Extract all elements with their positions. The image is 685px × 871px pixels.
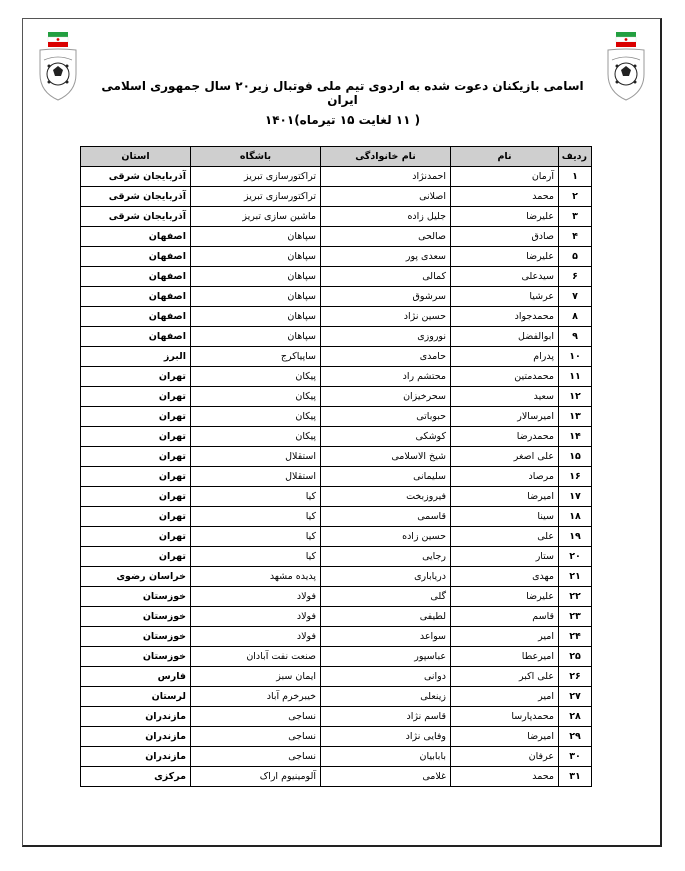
cell-club: ساپیاکرج [191, 347, 321, 367]
cell-first-name: محمدپارسا [451, 707, 559, 727]
cell-club: ایمان سبز [191, 667, 321, 687]
table-row [81, 607, 592, 627]
cell-first-name: سینا [451, 507, 559, 527]
cell-province: تهران [81, 407, 191, 427]
cell-club: فولاد [191, 587, 321, 607]
cell-idx: ۲۰ [559, 547, 592, 567]
cell-first-name: علیرضا [451, 207, 559, 227]
cell-last-name: لطیفی [321, 607, 451, 627]
cell-first-name: آرمان [451, 167, 559, 187]
cell-first-name: علیرضا [451, 247, 559, 267]
cell-first-name: امیرعطا [451, 647, 559, 667]
table-row [81, 187, 592, 207]
cell-province: آذربایجان شرقی [81, 187, 191, 207]
cell-idx: ۲ [559, 187, 592, 207]
cell-club: تراکتورسازی تبریز [191, 167, 321, 187]
cell-last-name: جلیل زاده [321, 207, 451, 227]
cell-club: ماشین سازی تبریز [191, 207, 321, 227]
cell-province: خوزستان [81, 627, 191, 647]
cell-last-name: محتشم راد [321, 367, 451, 387]
cell-first-name: امیرضا [451, 487, 559, 507]
cell-idx: ۲۸ [559, 707, 592, 727]
cell-province: اصفهان [81, 307, 191, 327]
cell-first-name: علی اصغر [451, 447, 559, 467]
cell-last-name: شیخ الاسلامی [321, 447, 451, 467]
cell-idx: ۹ [559, 327, 592, 347]
cell-province: اصفهان [81, 267, 191, 287]
table-row [81, 347, 592, 367]
col-header-last-name: نام خانوادگی [321, 147, 451, 167]
cell-last-name: احمدنژاد [321, 167, 451, 187]
cell-province: آذربایجان شرقی [81, 167, 191, 187]
cell-province: تهران [81, 487, 191, 507]
cell-idx: ۱۷ [559, 487, 592, 507]
cell-idx: ۲۱ [559, 567, 592, 587]
col-header-idx: ردیف [559, 147, 592, 167]
cell-club: فولاد [191, 627, 321, 647]
col-header-club: باشگاه [191, 147, 321, 167]
cell-first-name: محمد [451, 187, 559, 207]
cell-last-name: کمالی [321, 267, 451, 287]
table-row [81, 527, 592, 547]
table-row [81, 687, 592, 707]
table-row [81, 167, 592, 187]
table-row [81, 387, 592, 407]
cell-province: مرکزی [81, 767, 191, 787]
col-header-province: استان [81, 147, 191, 167]
table-row [81, 427, 592, 447]
cell-province: تهران [81, 547, 191, 567]
cell-last-name: اصلانی [321, 187, 451, 207]
cell-club: کیا [191, 487, 321, 507]
cell-first-name: سیدعلی [451, 267, 559, 287]
cell-idx: ۲۷ [559, 687, 592, 707]
table-row [81, 207, 592, 227]
cell-first-name: علیرضا [451, 587, 559, 607]
cell-idx: ۴ [559, 227, 592, 247]
cell-idx: ۵ [559, 247, 592, 267]
cell-club: استقلال [191, 447, 321, 467]
federation-logo-left [36, 30, 80, 102]
cell-club: نساجی [191, 747, 321, 767]
cell-province: تهران [81, 427, 191, 447]
cell-last-name: بابابیان [321, 747, 451, 767]
cell-province: مازندران [81, 727, 191, 747]
cell-first-name: پدرام [451, 347, 559, 367]
roster-table [80, 146, 592, 787]
cell-idx: ۲۳ [559, 607, 592, 627]
cell-idx: ۱۱ [559, 367, 592, 387]
cell-idx: ۲۶ [559, 667, 592, 687]
cell-idx: ۲۲ [559, 587, 592, 607]
cell-club: سپاهان [191, 267, 321, 287]
table-row [81, 287, 592, 307]
table-row [81, 767, 592, 787]
cell-province: اصفهان [81, 287, 191, 307]
cell-last-name: سحرخیزان [321, 387, 451, 407]
cell-last-name: قاسم نژاد [321, 707, 451, 727]
cell-last-name: دریاباری [321, 567, 451, 587]
cell-club: نساجی [191, 727, 321, 747]
cell-province: خوزستان [81, 607, 191, 627]
cell-club: کیا [191, 507, 321, 527]
cell-first-name: محمدرضا [451, 427, 559, 447]
cell-last-name: دوانی [321, 667, 451, 687]
cell-idx: ۳۱ [559, 767, 592, 787]
cell-last-name: سواعد [321, 627, 451, 647]
cell-last-name: وفایی نژاد [321, 727, 451, 747]
table-row [81, 267, 592, 287]
cell-club: پیکان [191, 387, 321, 407]
col-header-first-name: نام [451, 147, 559, 167]
cell-club: پیکان [191, 427, 321, 447]
cell-club: پیکان [191, 367, 321, 387]
cell-first-name: صادق [451, 227, 559, 247]
cell-province: فارس [81, 667, 191, 687]
table-row [81, 407, 592, 427]
document-title: اسامی بازیکنان دعوت شده به اردوی تیم ملی فوتبال زیر۲۰ سال جمهوری اسلامی ایران [101, 79, 584, 107]
cell-first-name: محمدمتین [451, 367, 559, 387]
cell-province: آذربایجان شرقی [81, 207, 191, 227]
table-row [81, 467, 592, 487]
cell-idx: ۱۹ [559, 527, 592, 547]
cell-club: سپاهان [191, 327, 321, 347]
cell-last-name: سرشوق [321, 287, 451, 307]
cell-province: تهران [81, 507, 191, 527]
cell-club: تراکتورسازی تبریز [191, 187, 321, 207]
cell-last-name: قاسمی [321, 507, 451, 527]
cell-club: خیبرخرم آباد [191, 687, 321, 707]
cell-idx: ۲۴ [559, 627, 592, 647]
table-row [81, 247, 592, 267]
cell-province: تهران [81, 527, 191, 547]
cell-first-name: امیر [451, 627, 559, 647]
table-row [81, 367, 592, 387]
table-row [81, 727, 592, 747]
cell-idx: ۱۸ [559, 507, 592, 527]
cell-first-name: علی [451, 527, 559, 547]
cell-club: سپاهان [191, 287, 321, 307]
table-row [81, 667, 592, 687]
table-row [81, 227, 592, 247]
cell-idx: ۲۹ [559, 727, 592, 747]
table-row [81, 447, 592, 467]
cell-province: تهران [81, 447, 191, 467]
cell-idx: ۱۲ [559, 387, 592, 407]
cell-last-name: فیروزبخت [321, 487, 451, 507]
table-row [81, 627, 592, 647]
cell-last-name: رجایی [321, 547, 451, 567]
cell-province: مازندران [81, 707, 191, 727]
cell-club: نساجی [191, 707, 321, 727]
cell-last-name: زینعلی [321, 687, 451, 707]
cell-first-name: محمدجواد [451, 307, 559, 327]
cell-last-name: گلی [321, 587, 451, 607]
cell-club: فولاد [191, 607, 321, 627]
cell-club: سپاهان [191, 227, 321, 247]
cell-idx: ۱۳ [559, 407, 592, 427]
cell-last-name: غلامی [321, 767, 451, 787]
cell-first-name: قاسم [451, 607, 559, 627]
table-row [81, 567, 592, 587]
cell-club: پیکان [191, 407, 321, 427]
cell-first-name: علی اکبر [451, 667, 559, 687]
cell-idx: ۶ [559, 267, 592, 287]
cell-idx: ۷ [559, 287, 592, 307]
cell-last-name: عباسپور [321, 647, 451, 667]
cell-idx: ۱۵ [559, 447, 592, 467]
cell-first-name: امیرضا [451, 727, 559, 747]
table-row [81, 587, 592, 607]
cell-last-name: صالحی [321, 227, 451, 247]
table-row [81, 747, 592, 767]
cell-first-name: امیر [451, 687, 559, 707]
cell-club: پدیده مشهد [191, 567, 321, 587]
cell-province: اصفهان [81, 227, 191, 247]
cell-last-name: حسین زاده [321, 527, 451, 547]
table-header-row [81, 147, 592, 167]
cell-province: لرستان [81, 687, 191, 707]
cell-club: سپاهان [191, 307, 321, 327]
cell-first-name: عرفان [451, 747, 559, 767]
cell-province: مازندران [81, 747, 191, 767]
cell-first-name: محمد [451, 767, 559, 787]
cell-club: صنعت نفت آبادان [191, 647, 321, 667]
cell-club: کیا [191, 527, 321, 547]
cell-first-name: امیرسالار [451, 407, 559, 427]
document-subtitle: ( ۱۱ لغایت ۱۵ تیرماه)۱۴۰۱ [264, 113, 421, 127]
cell-first-name: ستار [451, 547, 559, 567]
cell-province: اصفهان [81, 327, 191, 347]
cell-last-name: حامدی [321, 347, 451, 367]
cell-first-name: سعید [451, 387, 559, 407]
cell-province: خوزستان [81, 647, 191, 667]
cell-first-name: ابوالفضل [451, 327, 559, 347]
table-row [81, 707, 592, 727]
cell-first-name: عرشیا [451, 287, 559, 307]
cell-club: استقلال [191, 467, 321, 487]
cell-province: اصفهان [81, 247, 191, 267]
table-row [81, 307, 592, 327]
cell-province: البرز [81, 347, 191, 367]
cell-last-name: سلیمانی [321, 467, 451, 487]
cell-club: کیا [191, 547, 321, 567]
cell-last-name: سعدی پور [321, 247, 451, 267]
cell-idx: ۱۶ [559, 467, 592, 487]
cell-club: آلومینیوم اراک [191, 767, 321, 787]
cell-first-name: مرصاد [451, 467, 559, 487]
cell-province: خراسان رضوی [81, 567, 191, 587]
cell-club: سپاهان [191, 247, 321, 267]
cell-last-name: حسین نژاد [321, 307, 451, 327]
cell-province: خوزستان [81, 587, 191, 607]
cell-first-name: مهدی [451, 567, 559, 587]
table-row [81, 647, 592, 667]
cell-idx: ۱۰ [559, 347, 592, 367]
cell-idx: ۳۰ [559, 747, 592, 767]
cell-province: تهران [81, 367, 191, 387]
cell-idx: ۸ [559, 307, 592, 327]
table-row [81, 327, 592, 347]
cell-province: تهران [81, 387, 191, 407]
roster-body [81, 167, 592, 787]
cell-last-name: نوروزی [321, 327, 451, 347]
cell-province: تهران [81, 467, 191, 487]
cell-idx: ۳ [559, 207, 592, 227]
cell-idx: ۲۵ [559, 647, 592, 667]
table-row [81, 487, 592, 507]
cell-idx: ۱۴ [559, 427, 592, 447]
cell-last-name: حبوباتی [321, 407, 451, 427]
table-row [81, 547, 592, 567]
table-row [81, 507, 592, 527]
cell-idx: ۱ [559, 167, 592, 187]
cell-last-name: کوشکی [321, 427, 451, 447]
federation-logo-right [604, 30, 648, 102]
